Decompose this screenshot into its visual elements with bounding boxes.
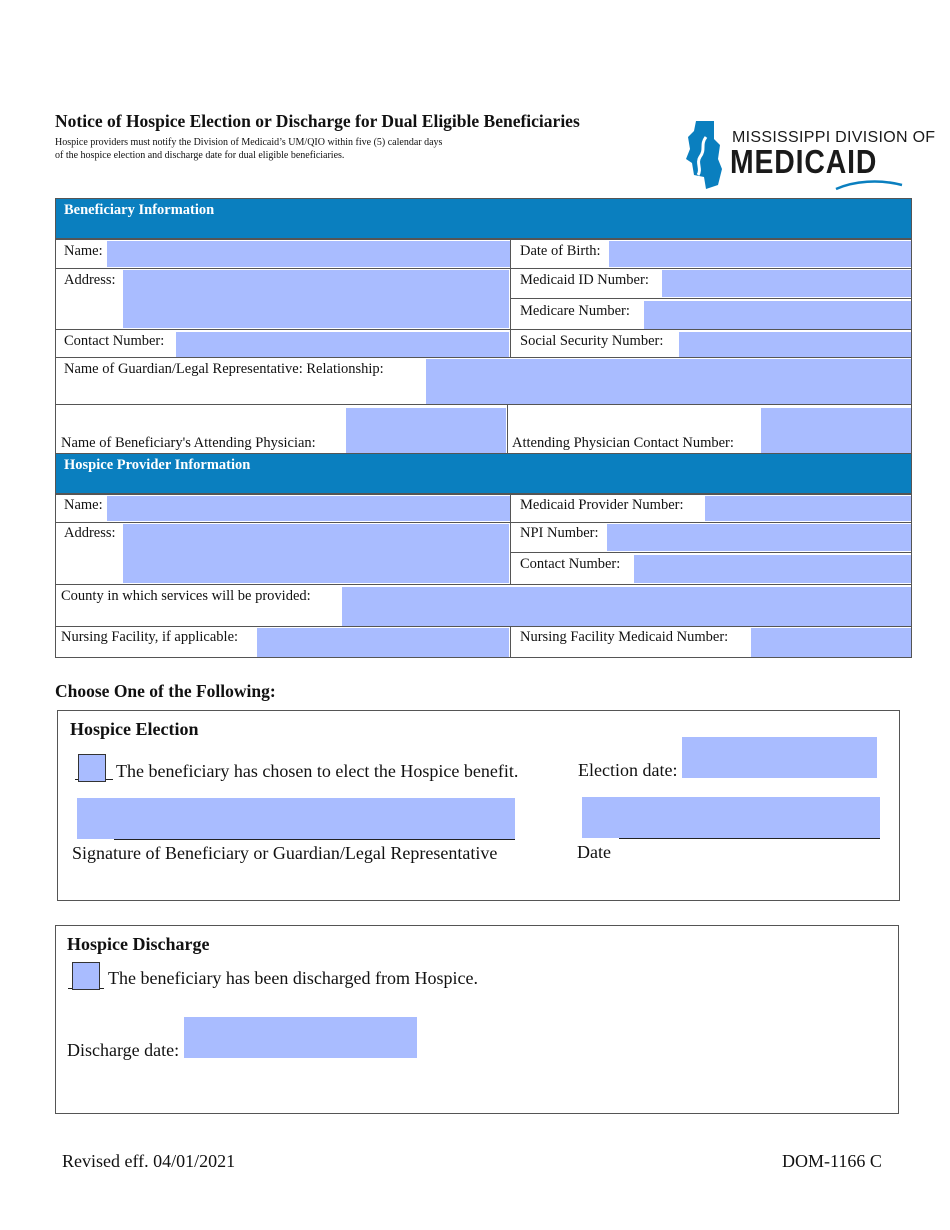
medicare-label: Medicare Number: [520, 303, 630, 319]
choose-heading: Choose One of the Following: [55, 681, 276, 701]
logo-line-2: MEDICAID [730, 143, 878, 180]
ssn-label: Social Security Number: [520, 333, 664, 349]
mississippi-state-icon [684, 119, 728, 191]
form-title: Notice of Hospice Election or Discharge for Dual Eligible Beneficiaries [55, 111, 580, 131]
election-date-field[interactable] [682, 737, 877, 778]
beneficiary-contact-label: Contact Number: [64, 333, 165, 349]
physician-cell [55, 404, 508, 454]
discharge-checkbox[interactable] [72, 962, 100, 990]
beneficiary-address-cell [55, 268, 511, 330]
election-box [57, 710, 900, 901]
physician-label: Name of Beneficiary's Attending Physician: [61, 435, 316, 451]
guardian-field[interactable] [426, 359, 911, 404]
discharge-heading: Hospice Discharge [67, 934, 210, 954]
form-subtitle [55, 136, 442, 162]
medicaid-provider-field[interactable] [705, 496, 911, 521]
signature-date-field[interactable] [582, 797, 880, 838]
election-checkbox[interactable] [78, 754, 106, 782]
county-field[interactable] [342, 587, 911, 626]
election-heading: Hospice Election [70, 719, 199, 739]
signature-date-label: Date [577, 842, 611, 862]
beneficiary-section-header [55, 198, 912, 239]
beneficiary-contact-cell [55, 329, 511, 358]
form-id: DOM-1166 C [782, 1151, 882, 1171]
npi-field[interactable] [607, 524, 911, 551]
medicaid-provider-cell [510, 494, 912, 523]
medicaid-provider-label: Medicaid Provider Number: [520, 497, 684, 513]
nursing-facility-field[interactable] [257, 628, 509, 657]
beneficiary-name-cell [55, 239, 511, 269]
provider-contact-label: Contact Number: [520, 556, 621, 572]
election-statement: The beneficiary has chosen to elect the Hospice benefit. [116, 761, 519, 781]
guardian-label: Name of Guardian/Legal Representative: Relationship: [64, 361, 384, 377]
logo-swoosh-icon [834, 179, 904, 191]
nursing-medicaid-field[interactable] [751, 628, 911, 657]
discharge-date-field[interactable] [184, 1017, 417, 1058]
medicaid-id-cell [510, 268, 912, 299]
guardian-cell [55, 357, 912, 405]
county-label: County in which services will be provided: [61, 588, 311, 604]
logo-line-1: MISSISSIPPI DIVISION OF [732, 129, 936, 146]
dob-field[interactable] [609, 241, 911, 267]
beneficiary-heading: Beneficiary Information [64, 202, 215, 218]
revised-date: Revised eff. 04/01/2021 [62, 1151, 236, 1171]
discharge-date-label: Discharge date: [67, 1040, 180, 1060]
dob-cell [510, 239, 912, 269]
medicaid-id-label: Medicaid ID Number: [520, 272, 649, 288]
provider-name-field[interactable] [107, 496, 510, 521]
physician-contact-label: Attending Physician Contact Number: [512, 435, 734, 451]
provider-name-label: Name: [64, 497, 103, 513]
medicaid-logo [684, 117, 936, 193]
provider-address-label: Address: [64, 525, 116, 541]
beneficiary-address-label: Address: [64, 272, 116, 288]
beneficiary-address-field[interactable] [123, 270, 509, 328]
nursing-medicaid-label: Nursing Facility Medicaid Number: [520, 629, 729, 645]
medicaid-id-field[interactable] [662, 270, 911, 297]
provider-name-cell [55, 494, 511, 523]
nursing-facility-cell [55, 626, 511, 658]
provider-address-cell [55, 522, 511, 585]
subtitle-line-2: of the hospice election and discharge date for dual eligible beneficiaries. [55, 150, 345, 161]
physician-contact-cell [507, 404, 912, 454]
npi-cell [510, 522, 912, 553]
nursing-medicaid-cell [510, 626, 912, 658]
beneficiary-contact-field[interactable] [176, 332, 509, 357]
ssn-field[interactable] [679, 332, 911, 357]
medicare-field[interactable] [644, 301, 911, 329]
physician-contact-field[interactable] [761, 408, 911, 454]
signature-label: Signature of Beneficiary or Guardian/Legal Representative [72, 843, 498, 863]
election-date-label: Election date: [578, 760, 678, 780]
dob-label: Date of Birth: [520, 243, 601, 259]
physician-field[interactable] [346, 408, 506, 454]
discharge-statement: The beneficiary has been discharged from Hospice. [108, 968, 479, 988]
provider-address-field[interactable] [123, 524, 509, 583]
subtitle-line-1: Hospice providers must notify the Division of Medicaid’s UM/QIO within five (5) calendar days [55, 137, 443, 148]
medicare-cell [510, 298, 912, 330]
provider-contact-field[interactable] [634, 555, 911, 583]
provider-section-header [55, 453, 912, 494]
provider-contact-cell [510, 552, 912, 585]
beneficiary-name-field[interactable] [107, 241, 510, 267]
nursing-facility-label: Nursing Facility, if applicable: [61, 629, 239, 645]
provider-heading: Hospice Provider Information [64, 457, 251, 473]
ssn-cell [510, 329, 912, 358]
beneficiary-name-label: Name: [64, 243, 103, 259]
county-cell [55, 584, 912, 627]
discharge-box [55, 925, 899, 1114]
signature-field[interactable] [77, 798, 515, 839]
npi-label: NPI Number: [520, 525, 599, 541]
